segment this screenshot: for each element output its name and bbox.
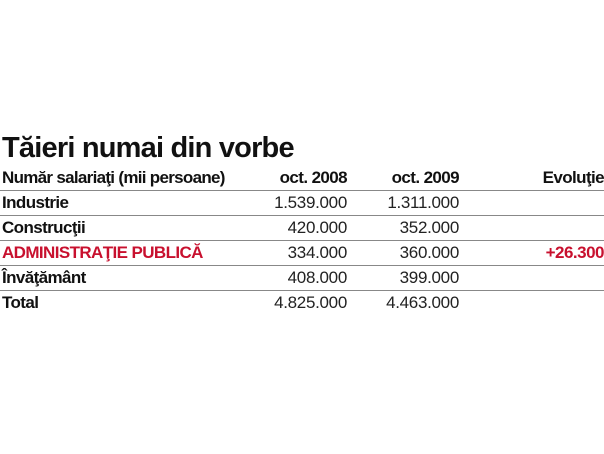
- value-2009: 352.000: [347, 216, 459, 241]
- row-label: Construcţii: [0, 216, 257, 241]
- value-evolution: +26.300: [459, 241, 604, 266]
- row-label: Învăţământ: [0, 266, 257, 291]
- table-header-row: [0, 166, 604, 191]
- value-evolution: [459, 291, 604, 316]
- column-header-category: Număr salariaţi (mii persoane): [2, 168, 225, 187]
- table-title: Tăieri numai din vorbe: [2, 132, 294, 164]
- value-2009: 4.463.000: [347, 291, 459, 316]
- row-label: Total: [0, 291, 257, 316]
- row-label: ADMINISTRAŢIE PUBLICĂ: [0, 241, 257, 266]
- value-evolution: [459, 216, 604, 241]
- column-header-evolution: Evoluţie: [542, 168, 604, 187]
- value-2009: 360.000: [347, 241, 459, 266]
- value-evolution: [459, 191, 604, 216]
- value-2009: 399.000: [347, 266, 459, 291]
- table-row-industrie: [0, 191, 604, 216]
- salary-table: [0, 166, 604, 315]
- table-row-total: [0, 291, 604, 316]
- value-2008: 4.825.000: [257, 291, 347, 316]
- value-2008: 420.000: [257, 216, 347, 241]
- value-2009: 1.311.000: [347, 191, 459, 216]
- row-label: Industrie: [0, 191, 257, 216]
- column-header-2008: oct. 2008: [279, 168, 347, 187]
- table-row-administratie-publica: [0, 241, 604, 266]
- value-2008: 408.000: [257, 266, 347, 291]
- value-2008: 334.000: [257, 241, 347, 266]
- table-row-constructii: [0, 216, 604, 241]
- table-row-invatamant: [0, 266, 604, 291]
- value-2008: 1.539.000: [257, 191, 347, 216]
- value-evolution: [459, 266, 604, 291]
- column-header-2009: oct. 2009: [391, 168, 459, 187]
